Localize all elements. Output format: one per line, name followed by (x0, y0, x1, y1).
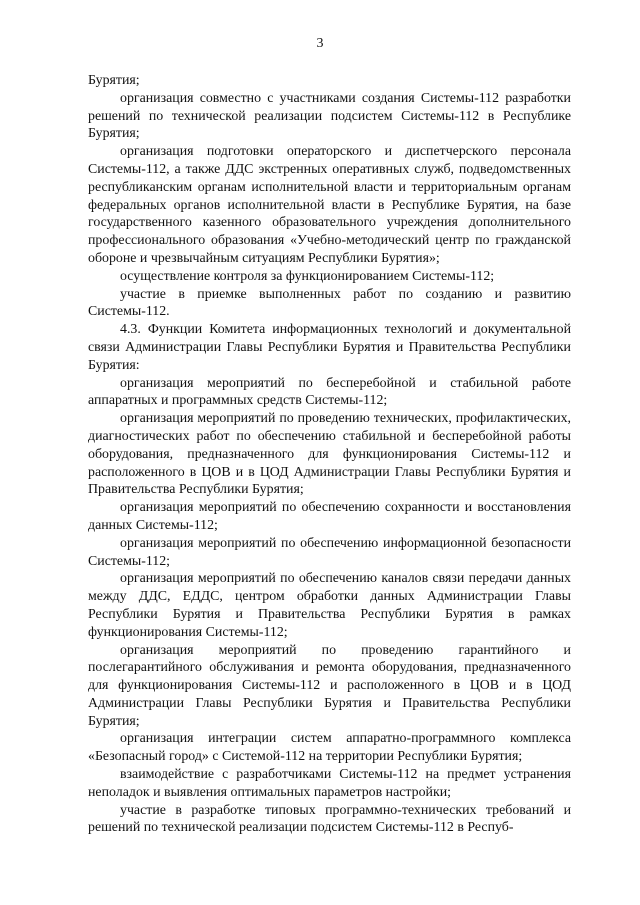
body-paragraph: организация мероприятий по обеспечению информационной безопасности Системы-112; (88, 535, 571, 569)
page-number: 3 (316, 36, 324, 51)
body-paragraph: организация мероприятий по бесперебойной и стабильной работе аппаратных и программных средств Системы-112; (88, 375, 571, 409)
body-paragraph: организация мероприятий по обеспечению каналов связи передачи данных между ДДС, ЕДДС, центром обработки данных Администрации Главы Республики Бурятия и Правительства Республики Бурятия в рамках функционирования Системы-112; (88, 571, 571, 640)
body-paragraph: организация мероприятий по проведению технических, профилактических, диагностических работ по обеспечению стабильной и бесперебойной работы оборудования, предназначенного для функционирования Системы-112 и расположенного в ЦОВ и в ЦОД Администрации Главы Республики Бурятия и Правительства Республики Бурятия; (88, 411, 571, 498)
body-paragraph: 4.3. Функции Комитета информационных технологий и документальной связи Администрации Главы Республики Бурятия и Правительства Республики Бурятия: (88, 322, 571, 373)
document-body (88, 72, 571, 837)
body-paragraph: взаимодействие с разработчиками Системы-112 на предмет устранения неполадок и выявления оптимальных параметров настройки; (88, 767, 571, 800)
body-paragraph: организация совместно с участниками создания Системы-112 разработки решений по технической реализации подсистем Системы-112 в Республике Бурятия; (88, 90, 571, 142)
body-paragraph: участие в разработке типовых программно-технических требований и решений по технической реализации подсистем Системы-112 в Респуб- (88, 802, 571, 836)
body-paragraph: организация мероприятий по обеспечению сохранности и восстановления данных Системы-112; (88, 500, 571, 533)
body-paragraph: участие в приемке выполненных работ по созданию и развитию Системы-112. (88, 286, 571, 320)
body-paragraph: Бурятия; (88, 73, 140, 88)
body-paragraph: организация мероприятий по проведению гарантийного и послегарантийного обслуживания и ремонта оборудования, предназначенного для функционирования Системы-112 и расположенного в ЦОВ и в ЦОД Администрации Главы Республики Бурятия и Правительства Республики Бурятия; (88, 642, 571, 729)
body-paragraph: организация подготовки операторского и диспетчерского персонала Системы-112, а также ДДС экстренных оперативных служб, подведомственных республиканским органам исполнительной власти и территориальным органам федеральных органов исполнительной власти в Республике Бурятия, на базе государственного казенного образовательного учреждения дополнительного профессионального образования «Учебно-методический центр по гражданской обороне и чрезвычайным ситуациям Республики Бурятия»; (88, 144, 571, 266)
body-paragraph: осуществление контроля за функционированием Системы-112; (120, 268, 495, 284)
body-paragraph: организация интеграции систем аппаратно-программного комплекса «Безопасный город» с Системой-112 на территории Республики Бурятия; (88, 731, 571, 765)
